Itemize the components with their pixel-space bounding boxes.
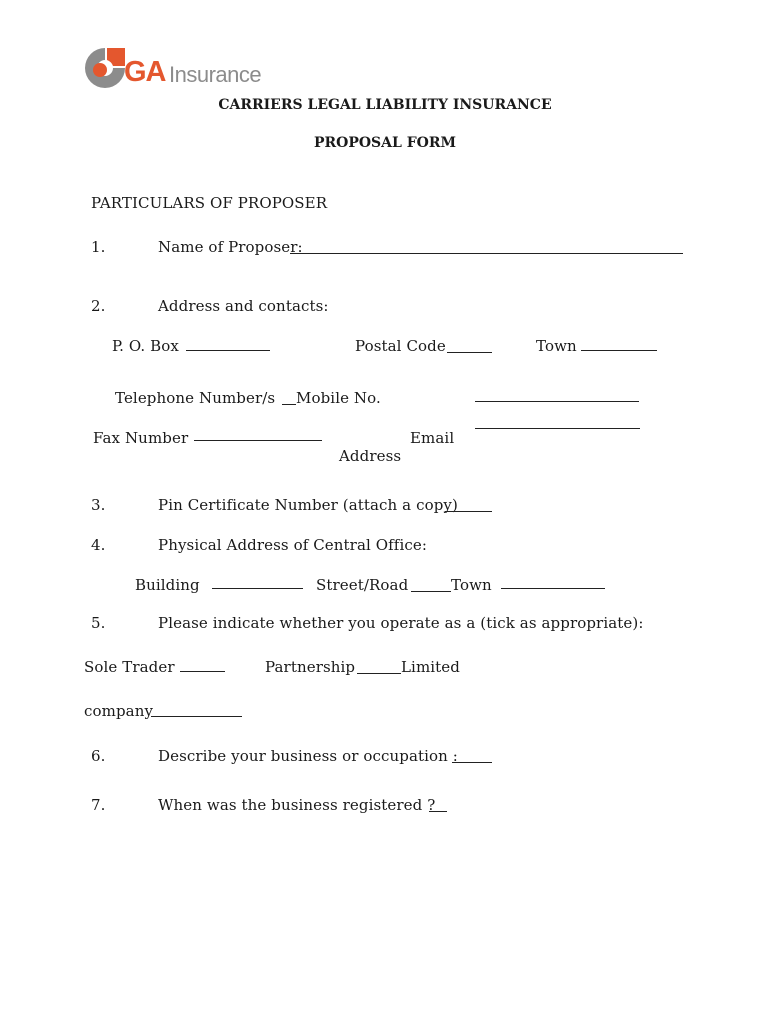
partnership-label: Partnership xyxy=(265,658,356,676)
document-subtitle: PROPOSAL FORM xyxy=(313,135,457,151)
fax-label: Fax Number xyxy=(93,429,189,447)
mobile-label: Mobile No. xyxy=(296,389,381,407)
street-label: Street/Road xyxy=(316,576,409,594)
q6-number: 6. xyxy=(91,747,106,765)
pin-certificate-field[interactable] xyxy=(445,511,492,512)
company-label: company xyxy=(84,702,154,720)
town-field[interactable] xyxy=(581,350,657,351)
q5-label: Please indicate whether you operate as a (tick as appropriate): xyxy=(158,614,644,632)
street-field[interactable] xyxy=(411,591,451,592)
building-field[interactable] xyxy=(212,588,303,589)
logo-brand-text: GA xyxy=(124,56,166,88)
limited-company-field[interactable] xyxy=(151,716,242,717)
q3-label: Pin Certificate Number (attach a copy) xyxy=(158,496,458,514)
partnership-field[interactable] xyxy=(357,673,401,674)
email-address-label: Address xyxy=(339,447,402,465)
section-title: PARTICULARS OF PROPOSER xyxy=(91,194,328,212)
sole-trader-label: Sole Trader xyxy=(84,658,175,676)
postal-code-label: Postal Code xyxy=(355,337,446,355)
building-label: Building xyxy=(135,576,200,594)
fax-field[interactable] xyxy=(194,440,322,441)
telephone-label: Telephone Number/s xyxy=(115,389,276,407)
logo-mark-icon xyxy=(83,46,127,90)
q7-label: When was the business registered ? xyxy=(158,796,436,814)
mobile-field[interactable] xyxy=(475,401,639,402)
business-description-field[interactable] xyxy=(452,762,492,763)
q7-number: 7. xyxy=(91,796,106,814)
telephone-field[interactable] xyxy=(282,404,296,405)
logo-product-text: Insurance xyxy=(169,62,262,87)
q4-town-field[interactable] xyxy=(501,588,605,589)
q2-number: 2. xyxy=(91,297,106,315)
name-of-proposer-field[interactable] xyxy=(290,253,683,254)
registration-date-field[interactable] xyxy=(429,811,447,812)
email-field[interactable] xyxy=(475,428,640,429)
q2-label: Address and contacts: xyxy=(158,297,329,315)
sole-trader-field[interactable] xyxy=(180,671,225,672)
q1-number: 1. xyxy=(91,238,106,256)
po-box-label: P. O. Box xyxy=(112,337,179,355)
email-label: Email xyxy=(410,429,455,447)
q4-town-label: Town xyxy=(451,576,492,594)
limited-label: Limited xyxy=(401,658,460,676)
document-title: CARRIERS LEGAL LIABILITY INSURANCE xyxy=(218,97,552,113)
town-label: Town xyxy=(536,337,577,355)
postal-code-field[interactable] xyxy=(447,352,492,353)
q4-number: 4. xyxy=(91,536,106,554)
q3-number: 3. xyxy=(91,496,106,514)
q4-label: Physical Address of Central Office: xyxy=(158,536,427,554)
q1-label: Name of Proposer: xyxy=(158,238,303,256)
q5-number: 5. xyxy=(91,614,106,632)
po-box-field[interactable] xyxy=(186,350,270,351)
q6-label: Describe your business or occupation : xyxy=(158,747,458,765)
ga-insurance-logo xyxy=(83,46,262,90)
